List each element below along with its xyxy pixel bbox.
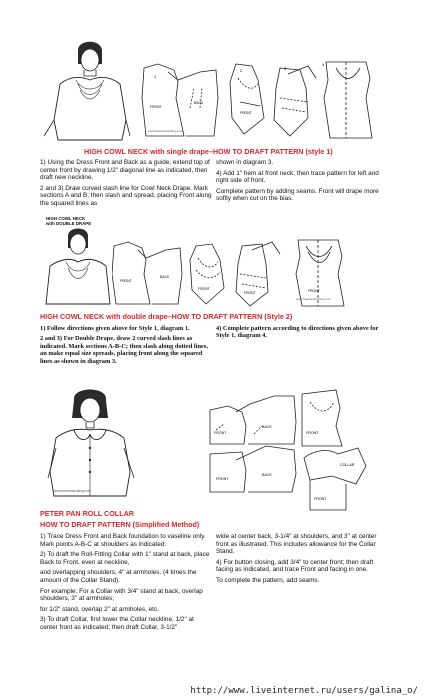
section1-left-column bbox=[40, 159, 212, 211]
style2-diagram3-front: FRONT bbox=[244, 291, 256, 295]
paragraph: Complete pattern by adding seams. Front will drape more softly when cut on the bias. bbox=[216, 187, 379, 203]
section1-title-sub: –HOW TO DRAFT PATTERN (style 1) bbox=[208, 147, 333, 156]
paragraph: For example: For a Collar with 3/4" stand at back, overlap shoulders, 3" at armholes; bbox=[40, 587, 203, 603]
diagram1-num: 1 bbox=[154, 74, 157, 79]
paragraph: 1) Trace Dress Front and Back foundation to vaseline only. Mark points A-B-C at shoulders as indicated. bbox=[40, 533, 206, 548]
paragraph: 4) Add 1" hem at front neck; then trace pattern for left and right side of front. bbox=[216, 169, 379, 185]
section2-left-column bbox=[40, 325, 210, 368]
diagram-front-label: FRONT bbox=[150, 105, 162, 109]
collar-diagram3-front: FRONT bbox=[216, 477, 229, 481]
section2-title-sub: –HOW TO DRAFT PATTERN (Style 2) bbox=[167, 312, 293, 321]
collar-front-label: FRONT bbox=[214, 431, 227, 435]
section1-title-main: HIGH COWL NECK with single drape bbox=[84, 147, 209, 156]
section1-title bbox=[84, 147, 333, 156]
diagram3-num: 3 bbox=[284, 66, 287, 71]
paragraph: 2 and 3) Draw curved slash line for Cowl Neck Drape. Mark sections A and B; then slash and spread, placing Front along the squared lines as bbox=[40, 184, 212, 207]
source-url[interactable]: http://www.liveinternet.ru/users/galina_o/ bbox=[190, 686, 418, 696]
paragraph: To complete the pattern, add seams. bbox=[216, 576, 320, 584]
paragraph: 4) For button closing, add 3/4" to center front; then draft facing as indicated, and trace Front and facing in one. bbox=[216, 558, 374, 574]
collar-diagram3-back: BACK bbox=[262, 473, 272, 477]
cowl-style1-pattern-diagrams bbox=[140, 58, 380, 144]
collar-diagram4-front: FRONT bbox=[314, 497, 327, 501]
paragraph: 1) Using the Dress Front and Back as a guide, extend top of center front by drawing 1/2" diagonal line as indicated, then draft new neckline. bbox=[40, 159, 210, 182]
section2-title-main: HIGH COWL NECK with double drape bbox=[40, 312, 168, 321]
peter-pan-collar-illustration bbox=[38, 388, 146, 498]
collar-back-label: BACK bbox=[262, 425, 272, 429]
style2-diagram4-front: FRONT bbox=[308, 289, 320, 293]
cowl-single-drape-illustration bbox=[40, 40, 132, 142]
cowl-double-drape-illustration bbox=[40, 228, 112, 306]
style2-front-label: FRONT bbox=[120, 279, 132, 283]
paragraph: 2) To draft the Roll-Fitting Collar with 1" stand at back, place Back to Front, even at neckline, bbox=[40, 551, 210, 566]
diagram2-num: 2 bbox=[240, 68, 243, 73]
style2-watermark: www.freehandcutting.com bbox=[296, 297, 331, 301]
style2-diagram2-front: FRONT bbox=[198, 287, 210, 291]
collar-watermark: www.freehandcutting.com bbox=[54, 489, 91, 493]
section1-right-column bbox=[216, 159, 386, 206]
diagram4-num: 4 bbox=[322, 62, 325, 67]
paragraph: 4) Complete pattern according to directions given above for Style 1, diagram 4. bbox=[216, 325, 379, 340]
paragraph: 1) Follow directions given above for Style 1, diagram 1. bbox=[40, 325, 190, 332]
paragraph: shown in diagram 3. bbox=[216, 159, 274, 166]
section3-left-column bbox=[40, 533, 212, 635]
double-drape-caption: HIGH COWL NECK with DOUBLE DRAPE bbox=[46, 216, 92, 226]
paragraph: and overlapping shoulders, 4" at armholes. (4 times the amount of the Collar Stand). bbox=[40, 569, 197, 584]
cowl-style2-pattern-diagrams bbox=[112, 238, 370, 308]
section3-subtitle: HOW TO DRAFT PATTERN (Simplified Method) bbox=[40, 520, 200, 529]
section3-title: PETER PAN ROLL COLLAR bbox=[40, 509, 134, 518]
paragraph: 2 and 3) For Double Drape, draw 2 curved slash lines as indicated. Mark sections A-B-C; then slash along dotted lines, an make equal size spreads, placing front along the squared lines as shown in diagram 3. bbox=[40, 335, 208, 365]
diagram-back-label: BACK bbox=[194, 101, 204, 105]
paragraph: wide at center back, 3-1/4" at shoulders, and 3" at center front as illustrated. This includes allowance for the Collar Stand. bbox=[216, 533, 377, 556]
paragraph: for 1/2" stand, overlap 2" at armholes, etc. bbox=[40, 605, 159, 613]
section2-right-column bbox=[216, 325, 386, 343]
paragraph: 3) To draft Collar, first lower the Collar neckline, 1/2" at center front as indicated; then draft Collar, 3-1/2" bbox=[40, 616, 194, 631]
collar-diagram2-front: FRONT bbox=[306, 431, 319, 435]
section2-title bbox=[40, 312, 292, 321]
style2-back-label: BACK bbox=[160, 275, 170, 279]
collar-label: COLLAR bbox=[340, 463, 355, 467]
diagram2-front-label: FRONT bbox=[240, 111, 252, 115]
watermark-text: www.freehandcutting.com bbox=[148, 129, 183, 133]
peter-pan-collar-pattern-diagrams bbox=[206, 384, 378, 514]
section3-right-column bbox=[216, 533, 386, 588]
